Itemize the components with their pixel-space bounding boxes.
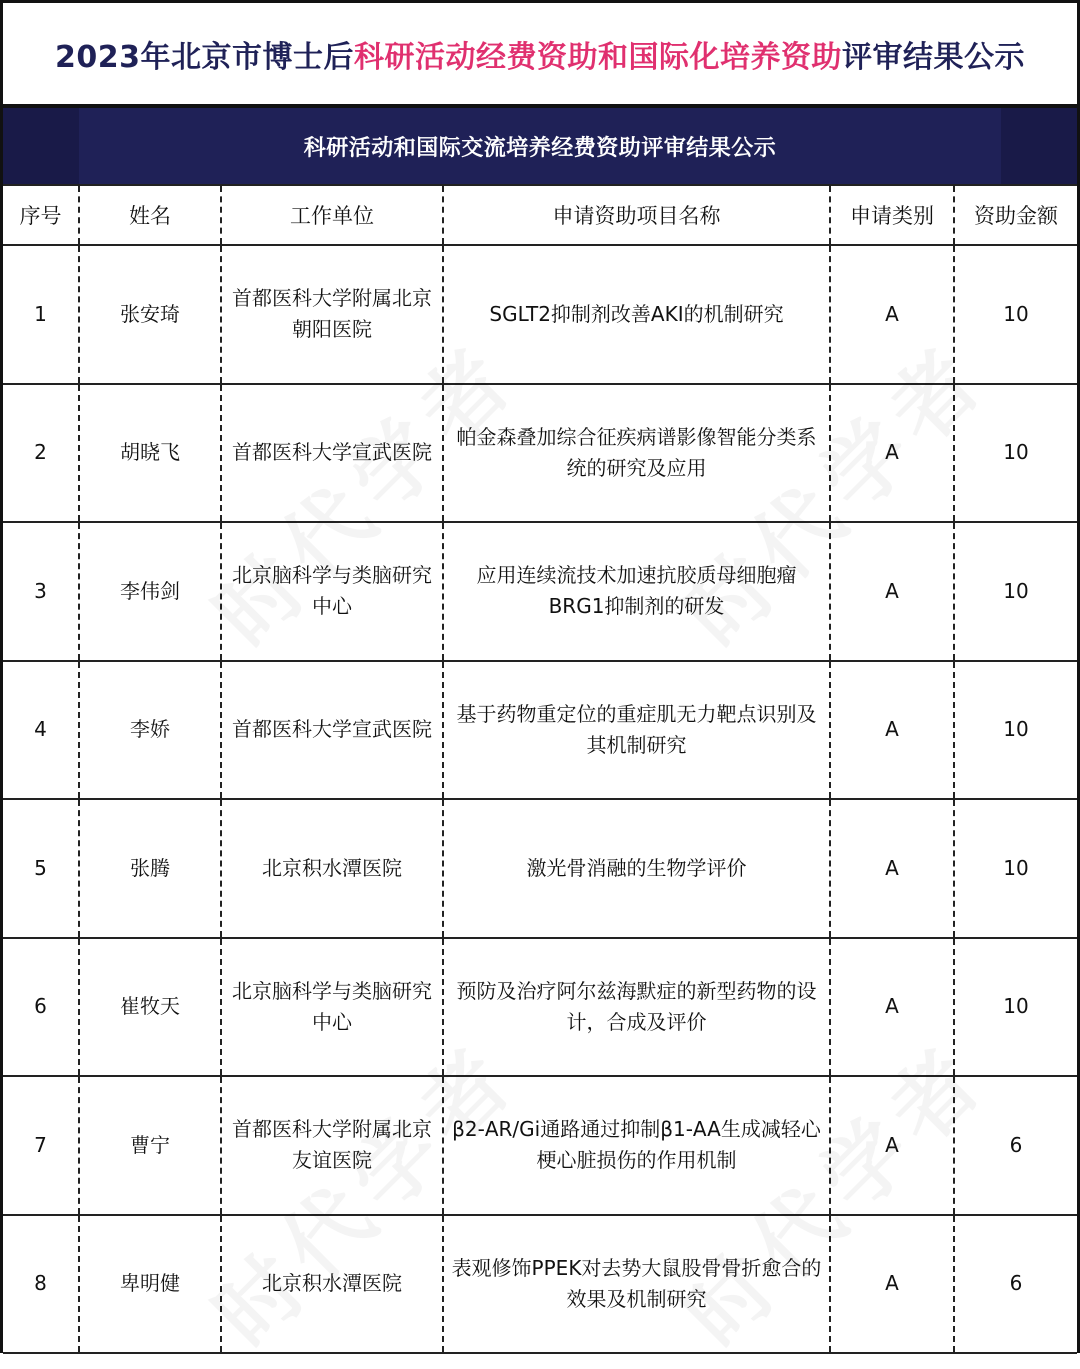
table-row — [3, 384, 1077, 523]
header-project: 申请资助项目名称 — [443, 185, 830, 245]
cell-index: 7 — [3, 1076, 79, 1215]
cell-unit: 首都医科大学宣武医院 — [221, 661, 443, 800]
page-title — [0, 0, 1080, 104]
cell-name: 卑明健 — [79, 1215, 221, 1354]
cell-amount: 10 — [954, 522, 1077, 661]
table-header-row — [3, 185, 1077, 245]
cell-project: SGLT2抑制剂改善AKI的机制研究 — [443, 245, 830, 384]
cell-project: 激光骨消融的生物学评价 — [443, 799, 830, 938]
cell-name: 曹宁 — [79, 1076, 221, 1215]
cell-project: 基于药物重定位的重症肌无力靶点识别及其机制研究 — [443, 661, 830, 800]
cell-amount: 10 — [954, 245, 1077, 384]
cell-project: 应用连续流技术加速抗胶质母细胞瘤BRG1抑制剂的研发 — [443, 522, 830, 661]
table-row — [3, 661, 1077, 800]
cell-name: 李娇 — [79, 661, 221, 800]
section-banner — [3, 108, 1077, 184]
title-part-3: 评审结果公示 — [842, 39, 1025, 75]
table-row — [3, 1076, 1077, 1215]
cell-index: 1 — [3, 245, 79, 384]
cell-amount: 10 — [954, 384, 1077, 523]
cell-name: 张腾 — [79, 799, 221, 938]
title-part-1: 2023年北京市博士后 — [55, 39, 354, 75]
results-table — [3, 184, 1077, 1354]
cell-category: A — [830, 661, 954, 800]
header-index: 序号 — [3, 185, 79, 245]
cell-unit: 首都医科大学附属北京朝阳医院 — [221, 245, 443, 384]
cell-name: 胡晓飞 — [79, 384, 221, 523]
header-amount: 资助金额 — [954, 185, 1077, 245]
table-row — [3, 1215, 1077, 1354]
title-text — [55, 32, 1025, 76]
cell-category: A — [830, 1215, 954, 1354]
cell-category: A — [830, 522, 954, 661]
cell-name: 崔牧天 — [79, 938, 221, 1077]
cell-unit: 首都医科大学附属北京友谊医院 — [221, 1076, 443, 1215]
cell-unit: 北京积水潭医院 — [221, 799, 443, 938]
cell-amount: 10 — [954, 661, 1077, 800]
cell-unit: 北京脑科学与类脑研究中心 — [221, 522, 443, 661]
table-row — [3, 522, 1077, 661]
cell-index: 6 — [3, 938, 79, 1077]
cell-unit: 北京脑科学与类脑研究中心 — [221, 938, 443, 1077]
cell-amount: 10 — [954, 799, 1077, 938]
cell-project: 表观修饰PPEK对去势大鼠股骨骨折愈合的效果及机制研究 — [443, 1215, 830, 1354]
header-category: 申请类别 — [830, 185, 954, 245]
cell-unit: 北京积水潭医院 — [221, 1215, 443, 1354]
table-row — [3, 245, 1077, 384]
cell-category: A — [830, 245, 954, 384]
cell-name: 张安琦 — [79, 245, 221, 384]
table-row — [3, 799, 1077, 938]
cell-project: 帕金森叠加综合征疾病谱影像智能分类系统的研究及应用 — [443, 384, 830, 523]
cell-index: 3 — [3, 522, 79, 661]
cell-index: 2 — [3, 384, 79, 523]
cell-category: A — [830, 384, 954, 523]
cell-unit: 首都医科大学宣武医院 — [221, 384, 443, 523]
cell-category: A — [830, 938, 954, 1077]
cell-index: 5 — [3, 799, 79, 938]
cell-index: 8 — [3, 1215, 79, 1354]
cell-index: 4 — [3, 661, 79, 800]
cell-category: A — [830, 1076, 954, 1215]
cell-amount: 6 — [954, 1076, 1077, 1215]
table-row — [3, 938, 1077, 1077]
cell-project: 预防及治疗阿尔兹海默症的新型药物的设计，合成及评价 — [443, 938, 830, 1077]
banner-title: 科研活动和国际交流培养经费资助评审结果公示 — [303, 135, 777, 161]
cell-name: 李伟剑 — [79, 522, 221, 661]
header-name: 姓名 — [79, 185, 221, 245]
cell-category: A — [830, 799, 954, 938]
header-unit: 工作单位 — [221, 185, 443, 245]
cell-amount: 6 — [954, 1215, 1077, 1354]
cell-amount: 10 — [954, 938, 1077, 1077]
title-part-2: 科研活动经费资助和国际化培养资助 — [354, 39, 842, 75]
cell-project: β2-AR/Gi通路通过抑制β1-AA生成减轻心梗心脏损伤的作用机制 — [443, 1076, 830, 1215]
